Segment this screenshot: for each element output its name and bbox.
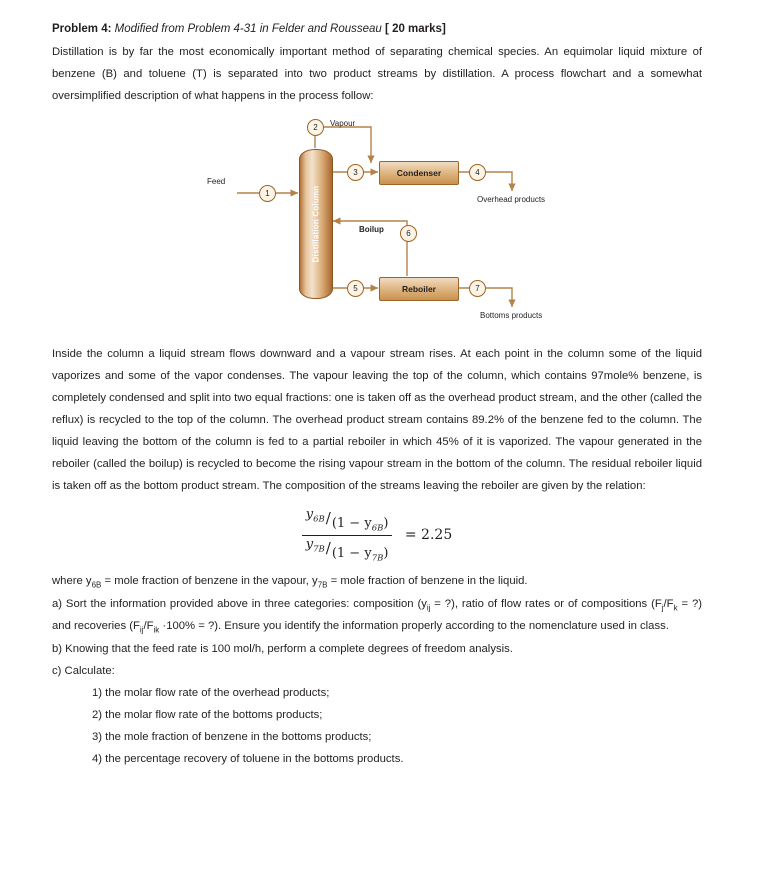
condenser-box: [379, 161, 459, 185]
stream-node-4: [469, 164, 486, 181]
stream-node-3-label: 3: [353, 167, 358, 177]
eq-num-paren-end: ): [383, 516, 389, 532]
distillation-column: [299, 149, 333, 299]
equilibrium-equation: [52, 507, 702, 564]
eq-den-sub: 7B: [313, 544, 325, 555]
stream-node-2-label: 2: [313, 122, 318, 132]
distillation-column-label: Distillation Column: [311, 185, 321, 262]
eq-num-sub: 6B: [313, 514, 325, 525]
reboiler-box: [379, 277, 459, 301]
flowchart-lines: [167, 113, 587, 328]
question-a-part4: = ?) and recoveries (F: [52, 597, 703, 633]
stream-node-1-label: 1: [265, 188, 270, 198]
reboiler-label: Reboiler: [401, 283, 436, 294]
stream-node-5: [347, 280, 364, 297]
where-text-b: = mole fraction of benzene in the vapour, y: [101, 574, 318, 587]
eq-den-paren-end: ): [383, 546, 389, 562]
overhead-products-label: Overhead products: [477, 194, 546, 204]
question-c-item-2: 2) the molar flow rate of the bottoms products;: [92, 709, 323, 722]
equation-fraction: [302, 507, 393, 564]
flowchart-canvas: [167, 113, 587, 328]
question-a-part1: a) Sort the information provided above in three categories: composition (y: [52, 597, 427, 610]
bottoms-products-label: Bottoms products: [480, 310, 543, 320]
question-a-sub2: j: [661, 602, 664, 612]
where-line: [52, 570, 702, 593]
condenser-label: Condenser: [396, 167, 442, 178]
vapour-label: Vapour: [330, 118, 356, 128]
question-a-part3: /F: [663, 597, 674, 610]
question-c-item-4: 4) the percentage recovery of toluene in the bottoms products.: [92, 753, 404, 766]
question-a-sub3: k: [673, 602, 678, 612]
problem-heading: [52, 22, 702, 38]
question-a: [52, 593, 702, 639]
process-flowchart: [52, 113, 702, 335]
question-a-part6: ·100% = ?). Ensure you identify the information properly according to the nomenclature used in class.: [159, 620, 669, 633]
intro-paragraph: Distillation is by far the most economically important method of separating chemical species. An equimolar liquid mixture of benzene (B) and toluene (T) is separated into two product streams by distillation. A process flowchart and a somewhat oversimplified description of what happens in the process follow:: [52, 45, 702, 102]
equation-numerator: $y_{6B}/(1 - y_{6B})$: [302, 507, 393, 536]
question-c-item-1: 1) the molar flow rate of the overhead products;: [92, 687, 330, 700]
boilup-label: Boilup: [359, 224, 384, 234]
where-sub-b: 7B: [317, 580, 328, 590]
question-a-sub4: ij: [139, 625, 144, 635]
eq-den-paren-sub: 7B: [371, 553, 384, 564]
problem-marks: [ 20 marks]: [385, 23, 446, 35]
question-b: b) Knowing that the feed rate is 100 mol/h, perform a complete degrees of freedom analysis.: [52, 643, 513, 656]
stream-node-6: [400, 225, 417, 242]
equation-denominator: $y_{7B}/(1 - y_{7B})$: [305, 536, 389, 564]
question-a-part2: = ?), ratio of flow rates or of compositions (F: [430, 597, 662, 610]
question-c-item-3: 3) the mole fraction of benzene in the bottoms products;: [92, 731, 372, 744]
stream-node-5-label: 5: [353, 283, 358, 293]
where-text-a: where y: [52, 574, 92, 587]
eq-num-paren: (1 − y: [331, 516, 372, 532]
eq-num-paren-sub: 6B: [371, 523, 384, 534]
equation-rhs: = 2.25: [404, 527, 453, 544]
feed-label: Feed: [207, 176, 226, 186]
stream-node-1: [259, 185, 276, 202]
stream-node-3: [347, 164, 364, 181]
question-a-sub5: ik: [153, 625, 160, 635]
where-sub-a: 6B: [91, 580, 102, 590]
question-a-sub1: ij: [426, 602, 431, 612]
intro-block: [52, 41, 702, 107]
stream-node-7-label: 7: [475, 283, 480, 293]
eq-den-var: y: [305, 536, 314, 552]
problem-label: Problem 4:: [52, 23, 112, 35]
stream-node-2: [307, 119, 324, 136]
question-a-part5: /F: [143, 620, 154, 633]
where-text-c: = mole fraction of benzene in the liquid.: [327, 574, 528, 587]
eq-num-var: y: [305, 506, 314, 522]
problem-title: Modified from Problem 4-31 in Felder and Rousseau: [114, 23, 382, 35]
stream-node-6-label: 6: [406, 228, 411, 238]
stream-node-7: [469, 280, 486, 297]
description-paragraph: Inside the column a liquid stream flows downward and a vapour stream rises. At each point in the column some of the liquid vaporizes and some of the vapor condenses. The vapour leaving the top of the column, which contains 97mole% benzene, is completely condensed and split into two equal fractions: one is taken off as the overhead product stream, and the other (called the reflux) is recycled to the top of the column. The overhead product stream contains 89.2% of the benzene fed to the column. The liquid leaving the bottom of the column is fed to a partial reboiler in which 45% of it is vaporized. The vapour generated in the reboiler (called the boilup) is recycled to become the rising vapour stream in the bottom of the column. The residual reboiler liquid is taken off as the bottom product stream. The composition of the streams leaving the reboiler are given by the relation:: [52, 347, 702, 492]
stream-node-4-label: 4: [475, 167, 480, 177]
eq-den-paren: (1 − y: [331, 546, 372, 562]
question-c: c) Calculate:: [52, 665, 115, 678]
